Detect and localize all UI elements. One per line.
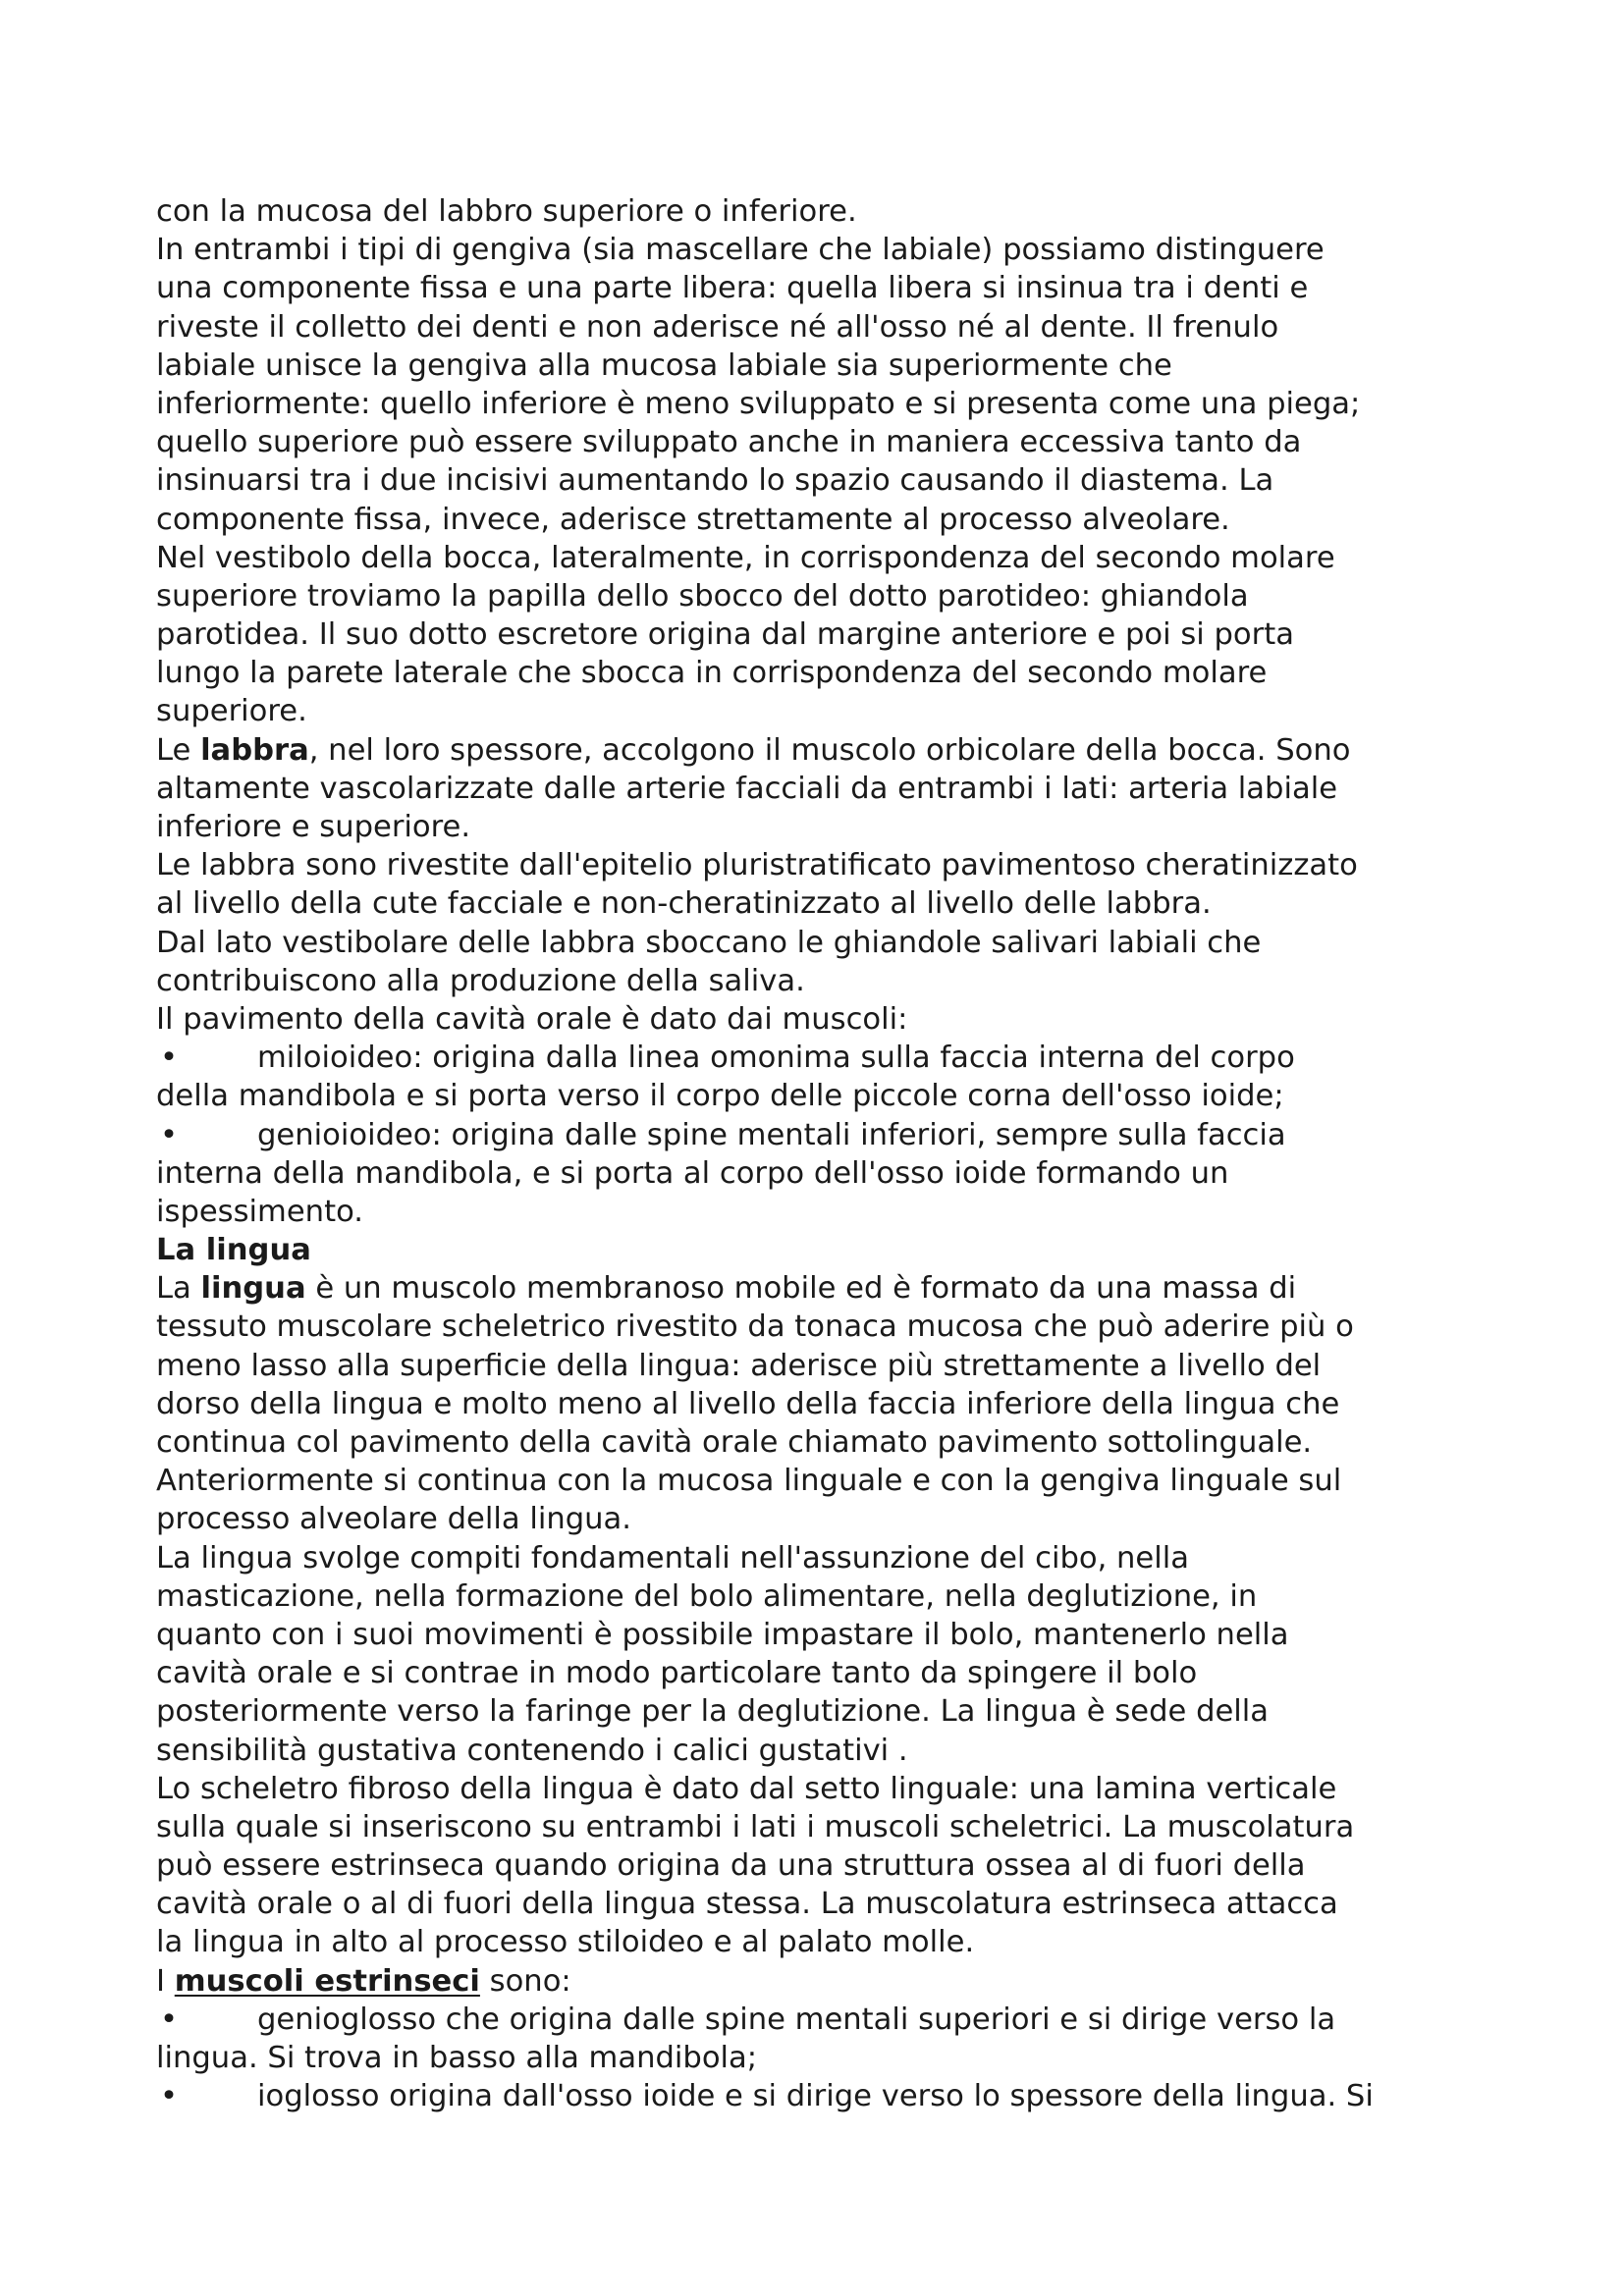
text-line: riveste il colletto dei denti e non aderisce né all'osso né al dente. Il frenulo [156, 309, 1279, 345]
estrinseci-suffix: sono: [479, 1963, 571, 1999]
text-line: posteriormente verso la faringe per la deglutizione. La lingua è sede della [156, 1694, 1270, 1730]
text-line: Nel vestibolo della bocca, lateralmente, in corrispondenza del secondo molare [156, 540, 1335, 575]
text-line: superiore. [156, 694, 307, 729]
estrinseci-bold-term: muscoli estrinseci [174, 1963, 480, 1999]
lingua-bold-term: lingua [200, 1271, 306, 1307]
labbra-line [156, 731, 1496, 770]
text-line: altamente vascolarizzate dalle arterie facciali da entrambi i lati: arteria labiale [156, 771, 1338, 806]
text-line: tessuto muscolare scheletrico rivestito da tonaca mucosa che può aderire più o [156, 1309, 1354, 1345]
text-line: può essere estrinseca quando origina da una struttura ossea al di fuori della [156, 1848, 1306, 1884]
bullet-text: genioglosso che origina dalle spine mentali superiori e si dirige verso la [257, 2002, 1336, 2037]
text-line: processo alveolare della lingua. [156, 1502, 631, 1537]
text-line: sensibilità gustativa contenendo i calici gustativi . [156, 1733, 908, 1768]
bullet-item [156, 1039, 1496, 1077]
bullet-continuation: ispessimento. [156, 1194, 363, 1229]
text-line: al livello della cute facciale e non-cheratinizzato al livello delle labbra. [156, 886, 1212, 922]
text-line: cavità orale e si contrae in modo particolare tanto da spingere il bolo [156, 1656, 1198, 1691]
text-line: Il pavimento della cavità orale è dato dai muscoli: [156, 1001, 908, 1037]
bullet-item [156, 2001, 1496, 2039]
bullet-icon: • [160, 1117, 179, 1152]
text-line: superiore troviamo la papilla dello sbocco del dotto parotideo: ghiandola [156, 578, 1249, 614]
text-line: parotidea. Il suo dotto escretore origina dal margine anteriore e poi si porta [156, 617, 1294, 653]
labbra-suffix: , nel loro spessore, accolgono il muscolo orbicolare della bocca. Sono [308, 732, 1351, 768]
text-line: dorso della lingua e molto meno al livello della faccia inferiore della lingua che [156, 1386, 1340, 1421]
lingua-suffix: è un muscolo membranoso mobile ed è formato da una massa di [305, 1271, 1297, 1307]
bullet-continuation: interna della mandibola, e si porta al corpo dell'osso ioide formando un [156, 1155, 1229, 1191]
text-line: sulla quale si inseriscono su entrambi i lati i muscoli scheletrici. La muscolatura [156, 1809, 1355, 1844]
bullet-text: genioioideo: origina dalle spine mentali inferiori, sempre sulla faccia [257, 1117, 1286, 1152]
text-line: labiale unisce la gengiva alla mucosa labiale sia superiormente che [156, 347, 1172, 383]
body-text [156, 192, 1496, 2115]
lingua-prefix: La [156, 1271, 201, 1307]
bullet-item [156, 1116, 1496, 1154]
text-line: insinuarsi tra i due incisivi aumentando lo spazio causando il diastema. La [156, 463, 1274, 499]
labbra-bold-term: labbra [200, 732, 309, 768]
text-line: componente fissa, invece, aderisce strettamente al processo alveolare. [156, 502, 1230, 537]
text-line: continua col pavimento della cavità orale chiamato pavimento sottolinguale. [156, 1425, 1313, 1460]
bullet-icon: • [160, 2002, 179, 2037]
bullet-text: miloioideo: origina dalla linea omonima sulla faccia interna del corpo [257, 1041, 1295, 1076]
text-line: In entrambi i tipi di gengiva (sia mascellare che labiale) possiamo distinguere [156, 233, 1325, 268]
text-line: lungo la parete laterale che sbocca in corrispondenza del secondo molare [156, 656, 1268, 691]
text-line: masticazione, nella formazione del bolo alimentare, nella deglutizione, in [156, 1578, 1258, 1614]
text-line: una componente fissa e una parte libera: quella libera si insinua tra i denti e [156, 271, 1309, 306]
bullet-continuation: lingua. Si trova in basso alla mandibola; [156, 2041, 758, 2075]
text-line: Le labbra sono rivestite dall'epitelio pluristratificato pavimentoso cheratinizzato [156, 848, 1358, 883]
text-line: meno lasso alla superficie della lingua: aderisce più strettamente a livello del [156, 1348, 1322, 1383]
bullet-continuation: della mandibola e si porta verso il corpo delle piccole corna dell'osso ioide; [156, 1079, 1284, 1114]
bullet-text: ioglosso origina dall'osso ioide e si dirige verso lo spessore della lingua. Si [257, 2079, 1374, 2114]
text-line: con la mucosa del labbro superiore o inferiore. [156, 194, 857, 229]
text-line: inferiore e superiore. [156, 810, 471, 844]
bullet-icon: • [160, 1041, 179, 1076]
labbra-prefix: Le [156, 732, 201, 768]
estrinseci-line [156, 1962, 1496, 2001]
text-line: contribuiscono alla produzione della saliva. [156, 963, 805, 998]
text-line: La lingua svolge compiti fondamentali nell'assunzione del cibo, nella [156, 1540, 1190, 1575]
heading-lingua: La lingua [156, 1233, 311, 1268]
text-line: Dal lato vestibolare delle labbra sboccano le ghiandole salivari labiali che [156, 925, 1262, 960]
bullet-icon: • [160, 2079, 179, 2114]
text-line: la lingua in alto al processo stiloideo e al palato molle. [156, 1925, 975, 1960]
text-line: inferiormente: quello inferiore è meno sviluppato e si presenta come una piega; [156, 386, 1361, 421]
text-line: cavità orale o al di fuori della lingua stessa. La muscolatura estrinseca attacca [156, 1887, 1338, 1922]
lingua-line [156, 1269, 1496, 1308]
text-line: quello superiore può essere sviluppato anche in maniera eccessiva tanto da [156, 425, 1302, 460]
estrinseci-prefix: I [156, 1963, 175, 1999]
bullet-item [156, 2077, 1496, 2115]
text-line: Lo scheletro fibroso della lingua è dato dal setto linguale: una lamina verticale [156, 1771, 1337, 1806]
section-heading [156, 1231, 1496, 1269]
text-line: quanto con i suoi movimenti è possibile impastare il bolo, mantenerlo nella [156, 1617, 1289, 1652]
text-line: Anteriormente si continua con la mucosa linguale e con la gengiva linguale sul [156, 1464, 1342, 1499]
